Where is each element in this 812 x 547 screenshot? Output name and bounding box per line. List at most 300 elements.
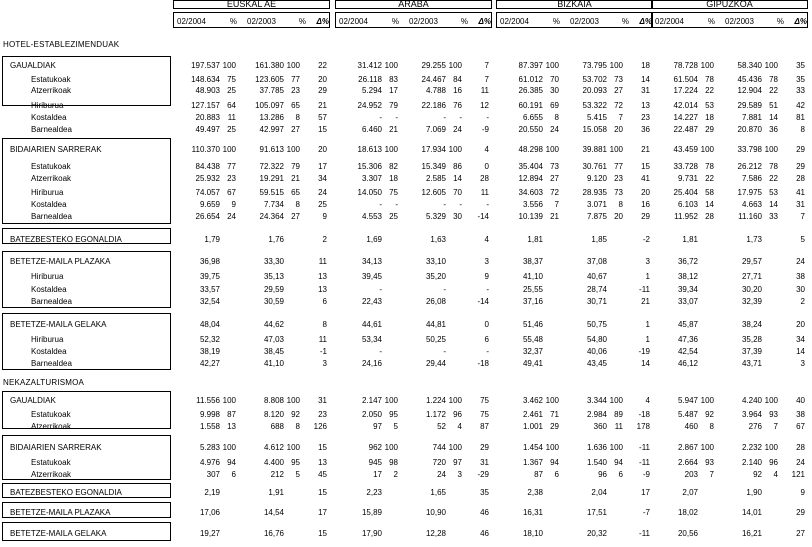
value-2003: 3.344 (586, 396, 607, 405)
pct-2004: 5 (393, 422, 398, 431)
value-2003: 53.702 (582, 75, 607, 84)
value-2004: 39,75 (199, 272, 220, 281)
value-2003: 92 (753, 470, 762, 479)
value-2004: 26.385 (518, 86, 543, 95)
pct-2004: 69 (550, 101, 559, 110)
value-2003: 44,81 (425, 320, 446, 329)
value-2003: 10,90 (425, 508, 446, 517)
pct-2003: - (459, 200, 462, 209)
value-2004: 47,36 (677, 335, 698, 344)
pct-2004: 58 (705, 188, 714, 197)
pct-2003: 100 (448, 145, 462, 154)
subheader-pct-2004: % (552, 17, 560, 26)
pct-2004: 9 (231, 200, 236, 209)
value-2003: 4.788 (425, 86, 446, 95)
value-2003: 4.240 (741, 396, 762, 405)
delta-pct: 29 (796, 508, 805, 517)
pct-2003: 14 (453, 174, 462, 183)
value-2004: - (379, 347, 382, 356)
value-2003: 58.340 (737, 61, 762, 70)
pct-2004: 75 (227, 75, 236, 84)
value-2004: 25.932 (195, 174, 220, 183)
delta-pct: 38 (796, 272, 805, 281)
value-2004: 48.903 (195, 86, 220, 95)
delta-pct: 8 (322, 320, 327, 329)
delta-pct: 3 (645, 257, 650, 266)
value-2004: 1,79 (204, 235, 220, 244)
pct-2004: 87 (227, 410, 236, 419)
value-2003: 39.881 (582, 145, 607, 154)
pct-2004: 7 (554, 200, 559, 209)
value-2003: 24.467 (421, 75, 446, 84)
value-2004: 74.057 (195, 188, 220, 197)
pct-2003: 100 (764, 145, 778, 154)
delta-pct: -19 (638, 347, 650, 356)
value-2004: 6.655 (522, 113, 543, 122)
pct-2004: 95 (389, 410, 398, 419)
value-2003: 35,28 (741, 335, 762, 344)
value-2004: - (379, 200, 382, 209)
pct-2004: - (395, 200, 398, 209)
value-2004: 307 (206, 470, 220, 479)
value-2004: 3.462 (522, 396, 543, 405)
delta-pct: 14 (641, 75, 650, 84)
pct-2004: 22 (705, 174, 714, 183)
pct-2003: 100 (448, 443, 462, 452)
delta-pct: - (486, 113, 489, 122)
value-2004: 45,87 (677, 320, 698, 329)
delta-pct: 9 (322, 212, 327, 221)
value-2003: 14,01 (741, 508, 762, 517)
subheader-date-2003: 02/2003 (725, 17, 754, 26)
value-2004: 1,81 (527, 235, 543, 244)
value-2003: 19.291 (259, 174, 284, 183)
pct-2004: 100 (700, 61, 714, 70)
delta-pct: 15 (318, 488, 327, 497)
row-label: Barnealdea (31, 212, 72, 221)
value-2004: 9.659 (199, 200, 220, 209)
delta-pct: -11 (639, 285, 650, 294)
value-2003: 5.415 (586, 113, 607, 122)
delta-pct: 16 (641, 200, 650, 209)
group-title: BATEZBESTEKO EGONALDIA (10, 488, 122, 497)
value-2003: 28,74 (586, 285, 607, 294)
delta-pct: 31 (796, 200, 805, 209)
value-2003: - (443, 285, 446, 294)
value-2003: 7.069 (425, 125, 446, 134)
row-label: Barnealdea (31, 359, 72, 368)
value-2003: 24 (437, 470, 446, 479)
pct-2003: 77 (291, 75, 300, 84)
pct-2004: 100 (384, 61, 398, 70)
value-2004: 18,10 (522, 529, 543, 538)
delta-pct: 15 (641, 162, 650, 171)
value-2003: 45.436 (737, 75, 762, 84)
value-2003: - (443, 347, 446, 356)
value-2004: 87 (534, 470, 543, 479)
value-2004: 48,04 (199, 320, 220, 329)
value-2004: 43.459 (673, 145, 698, 154)
pct-2003: 100 (764, 443, 778, 452)
delta-pct: -14 (477, 297, 489, 306)
row-label: Kostaldea (31, 285, 67, 294)
value-2003: 13.286 (259, 113, 284, 122)
delta-pct: 1 (645, 272, 650, 281)
value-2003: 20.093 (582, 86, 607, 95)
pct-2003: 65 (291, 188, 300, 197)
pct-2004: 100 (545, 61, 559, 70)
value-2003: 73.795 (582, 61, 607, 70)
value-2003: 26.212 (737, 162, 762, 171)
delta-pct: 4 (484, 145, 489, 154)
row-label: Kostaldea (31, 113, 67, 122)
value-2004: 1.367 (522, 458, 543, 467)
value-2003: 16,76 (263, 529, 284, 538)
pct-2004: 93 (705, 458, 714, 467)
value-2004: 2.147 (361, 396, 382, 405)
value-2003: 24.364 (259, 212, 284, 221)
delta-pct: 41 (641, 174, 650, 183)
value-2004: 33,57 (199, 285, 220, 294)
delta-pct: - (486, 347, 489, 356)
value-2004: 22,43 (361, 297, 382, 306)
delta-pct: 15 (318, 529, 327, 538)
value-2004: 26.118 (358, 75, 382, 84)
value-2003: 2.585 (425, 174, 446, 183)
pct-2003: 72 (614, 101, 623, 110)
delta-pct: 20 (796, 320, 805, 329)
delta-pct: 2 (322, 235, 327, 244)
row-label: Estatukoak (31, 410, 71, 419)
value-2003: 42.997 (259, 125, 284, 134)
subheader-pct-2004: % (707, 17, 715, 26)
pct-2004: 100 (384, 396, 398, 405)
delta-pct: 28 (796, 174, 805, 183)
value-2003: 53.322 (582, 101, 607, 110)
subheader-delta: Δ% (794, 17, 807, 26)
value-2004: 12.894 (518, 174, 543, 183)
value-2004: 9.731 (677, 174, 698, 183)
delta-pct: 29 (641, 212, 650, 221)
value-2004: 36,72 (677, 257, 698, 266)
delta-pct: 34 (796, 335, 805, 344)
value-2003: 4.663 (741, 200, 762, 209)
delta-pct: -2 (642, 235, 650, 244)
pct-2003: 100 (609, 145, 623, 154)
group-title: BETETZE-MAILA PLAZAKA (10, 257, 111, 266)
value-2004: 53,34 (361, 335, 382, 344)
delta-pct: 21 (641, 297, 650, 306)
pct-2004: 78 (705, 75, 714, 84)
value-2004: 1.558 (199, 422, 220, 431)
subheader-delta: Δ% (316, 17, 329, 26)
value-2004: 18,02 (677, 508, 698, 517)
pct-2004: 25 (227, 86, 236, 95)
value-2003: 1,65 (430, 488, 446, 497)
delta-pct: 35 (796, 75, 805, 84)
pct-2004: 83 (389, 75, 398, 84)
value-2003: 1,76 (268, 235, 284, 244)
delta-pct: 21 (318, 101, 327, 110)
value-2003: 4.400 (263, 458, 284, 467)
value-2004: 962 (368, 443, 382, 452)
value-2004: 31.412 (357, 61, 382, 70)
value-2003: 35,20 (425, 272, 446, 281)
delta-pct: 9 (484, 272, 489, 281)
value-2004: 2,38 (527, 488, 543, 497)
pct-2004: 75 (389, 188, 398, 197)
value-2004: 17,90 (361, 529, 382, 538)
pct-2003: 3 (457, 470, 462, 479)
value-2004: 2.050 (361, 410, 382, 419)
pct-2004: 21 (389, 125, 398, 134)
pct-2004: 21 (550, 212, 559, 221)
value-2003: 37,39 (741, 347, 762, 356)
delta-pct: 57 (318, 113, 327, 122)
value-2003: 4.612 (263, 443, 284, 452)
delta-pct: 12 (480, 101, 489, 110)
value-2003: 12,28 (425, 529, 446, 538)
value-2004: 97 (373, 422, 382, 431)
delta-pct: 22 (318, 61, 327, 70)
value-2004: 14.050 (357, 188, 382, 197)
value-2003: 29,59 (263, 285, 284, 294)
pct-2003: 86 (453, 162, 462, 171)
pct-2004: 24 (227, 212, 236, 221)
pct-2003: 100 (286, 443, 300, 452)
pct-2004: 100 (222, 396, 236, 405)
subheader-pct-2003: % (621, 17, 629, 26)
row-label: Hiriburua (31, 335, 64, 344)
pct-2004: 94 (550, 458, 559, 467)
value-2003: 276 (748, 422, 762, 431)
delta-pct: 25 (318, 200, 327, 209)
value-2003: 2.232 (741, 443, 762, 452)
value-2004: 39,45 (361, 272, 382, 281)
value-2004: 3.556 (522, 200, 543, 209)
pct-2004: 6 (231, 470, 236, 479)
value-2003: 30,20 (741, 285, 762, 294)
pct-2004: 17 (389, 86, 398, 95)
pct-2003: 8 (618, 200, 623, 209)
row-label: Estatukoak (31, 75, 71, 84)
delta-pct: 31 (480, 458, 489, 467)
delta-pct: 8 (800, 125, 805, 134)
region-title: GIPUZKOA (706, 0, 753, 9)
pct-2003: 27 (291, 212, 300, 221)
value-2003: 59.515 (259, 188, 284, 197)
value-2004: 16,31 (522, 508, 543, 517)
pct-2004: 24 (550, 125, 559, 134)
pct-2004: 100 (700, 443, 714, 452)
value-2004: 11.556 (196, 396, 220, 405)
delta-pct: 20 (641, 188, 650, 197)
pct-2003: 8 (295, 113, 300, 122)
pct-2004: 28 (705, 212, 714, 221)
delta-pct: 2 (800, 297, 805, 306)
section-title: HOTEL-ESTABLEZIMENDUAK (3, 40, 120, 49)
value-2003: 212 (270, 470, 284, 479)
pct-2003: 23 (614, 174, 623, 183)
delta-pct: 7 (484, 75, 489, 84)
value-2003: 1,90 (746, 488, 762, 497)
pct-2004: 100 (222, 61, 236, 70)
value-2003: 12.605 (421, 188, 446, 197)
value-2003: 105.097 (255, 101, 284, 110)
pct-2004: - (395, 113, 398, 122)
value-2004: 18.613 (357, 145, 382, 154)
value-2003: 9.120 (586, 174, 607, 183)
pct-2004: 18 (389, 174, 398, 183)
pct-2003: 100 (609, 443, 623, 452)
pct-2003: 77 (614, 162, 623, 171)
pct-2003: 21 (291, 174, 300, 183)
pct-2004: 13 (227, 422, 236, 431)
subheader-pct-2004: % (391, 17, 399, 26)
pct-2004: 100 (222, 443, 236, 452)
value-2004: 460 (684, 422, 698, 431)
group-label-box (2, 435, 171, 480)
value-2003: 20.870 (737, 125, 762, 134)
pct-2004: 27 (550, 174, 559, 183)
pct-2004: 64 (227, 101, 236, 110)
value-2003: 2,04 (591, 488, 607, 497)
value-2004: 35.404 (518, 162, 543, 171)
delta-pct: 17 (318, 508, 327, 517)
value-2003: 14,54 (263, 508, 284, 517)
value-2003: 26,08 (425, 297, 446, 306)
value-2003: 7.734 (263, 200, 284, 209)
row-label: Hiriburua (31, 101, 64, 110)
pct-2004: 30 (550, 86, 559, 95)
value-2004: 2.867 (677, 443, 698, 452)
delta-pct: 40 (796, 396, 805, 405)
value-2003: 3.964 (741, 410, 762, 419)
value-2003: 5.329 (425, 212, 446, 221)
pct-2003: 100 (764, 61, 778, 70)
value-2004: 4.553 (361, 212, 382, 221)
value-2004: 61.504 (673, 75, 698, 84)
value-2003: 1,73 (746, 235, 762, 244)
pct-2003: 96 (453, 410, 462, 419)
pct-2003: 4 (773, 470, 778, 479)
row-label: Kostaldea (31, 200, 67, 209)
value-2003: 47,03 (263, 335, 284, 344)
delta-pct: 0 (484, 162, 489, 171)
group-title: BETETZE-MAILA GELAKA (10, 529, 107, 538)
row-label: Hiriburua (31, 188, 64, 197)
value-2003: - (443, 200, 446, 209)
pct-2004: 100 (545, 145, 559, 154)
value-2003: 32,39 (741, 297, 762, 306)
delta-pct: 13 (318, 458, 327, 467)
value-2004: 52,32 (199, 335, 220, 344)
value-2004: 49.497 (195, 125, 220, 134)
delta-pct: 17 (641, 488, 650, 497)
pct-2003: 30 (453, 212, 462, 221)
delta-pct: 31 (641, 86, 650, 95)
value-2003: 29,57 (741, 257, 762, 266)
value-2003: 688 (270, 422, 284, 431)
pct-2004: 73 (550, 162, 559, 171)
delta-pct: 24 (318, 188, 327, 197)
delta-pct: 23 (641, 113, 650, 122)
value-2004: 26.654 (195, 212, 220, 221)
value-2003: 744 (432, 443, 446, 452)
pct-2003: 100 (448, 61, 462, 70)
value-2004: 20.883 (195, 113, 220, 122)
value-2003: 2.140 (741, 458, 762, 467)
pct-2004: 53 (705, 101, 714, 110)
pct-2003: 20 (614, 125, 623, 134)
value-2004: 945 (368, 458, 382, 467)
value-2003: 33.798 (737, 145, 762, 154)
delta-pct: 46 (480, 508, 489, 517)
group-title: GAUALDIAK (10, 61, 56, 70)
delta-pct: 87 (480, 422, 489, 431)
delta-pct: 13 (318, 285, 327, 294)
row-label: Atzerrikoak (31, 470, 72, 479)
value-2003: 2.984 (586, 410, 607, 419)
value-2003: 15.349 (421, 162, 446, 171)
value-2004: 42.014 (673, 101, 698, 110)
subheader-date-2004: 02/2004 (339, 17, 368, 26)
value-2004: 11.952 (674, 212, 698, 221)
delta-pct: -1 (319, 347, 327, 356)
value-2003: 1.224 (425, 396, 446, 405)
value-2004: 10.139 (518, 212, 543, 221)
pct-2003: 14 (769, 200, 778, 209)
pct-2003: 36 (769, 125, 778, 134)
delta-pct: 29 (480, 443, 489, 452)
value-2004: 37,16 (522, 297, 543, 306)
value-2003: 43,71 (741, 359, 762, 368)
row-label: Hiriburua (31, 272, 64, 281)
pct-2003: 100 (448, 396, 462, 405)
value-2004: 5.947 (677, 396, 698, 405)
pct-2004: 100 (700, 396, 714, 405)
group-title: GAUALDIAK (10, 396, 56, 405)
value-2004: 46,12 (677, 359, 698, 368)
pct-2003: 76 (453, 101, 462, 110)
value-2004: 38,37 (522, 257, 543, 266)
delta-pct: 11 (318, 257, 327, 266)
value-2004: 78.728 (673, 61, 698, 70)
delta-pct: 75 (480, 410, 489, 419)
section-title: NEKAZALTURISMOA (3, 378, 85, 387)
delta-pct: 6 (484, 335, 489, 344)
pct-2004: 18 (705, 113, 714, 122)
value-2004: 48.298 (518, 145, 543, 154)
value-2003: 54,80 (586, 335, 607, 344)
value-2004: 39,34 (677, 285, 698, 294)
delta-pct: 29 (318, 86, 327, 95)
value-2003: 50,25 (425, 335, 446, 344)
delta-pct: 31 (318, 396, 327, 405)
delta-pct: 41 (796, 188, 805, 197)
value-2004: 2,07 (682, 488, 698, 497)
value-2004: 20,56 (677, 529, 698, 538)
value-2003: 17.975 (737, 188, 762, 197)
pct-2003: 7 (618, 113, 623, 122)
delta-pct: 13 (318, 272, 327, 281)
pct-2004: 11 (227, 113, 236, 122)
delta-pct: -18 (477, 359, 489, 368)
value-2004: 19,27 (199, 529, 220, 538)
value-2004: 3.307 (361, 174, 382, 183)
delta-pct: 27 (796, 529, 805, 538)
group-title: BIDAIARIEN SARRERAK (10, 443, 102, 452)
